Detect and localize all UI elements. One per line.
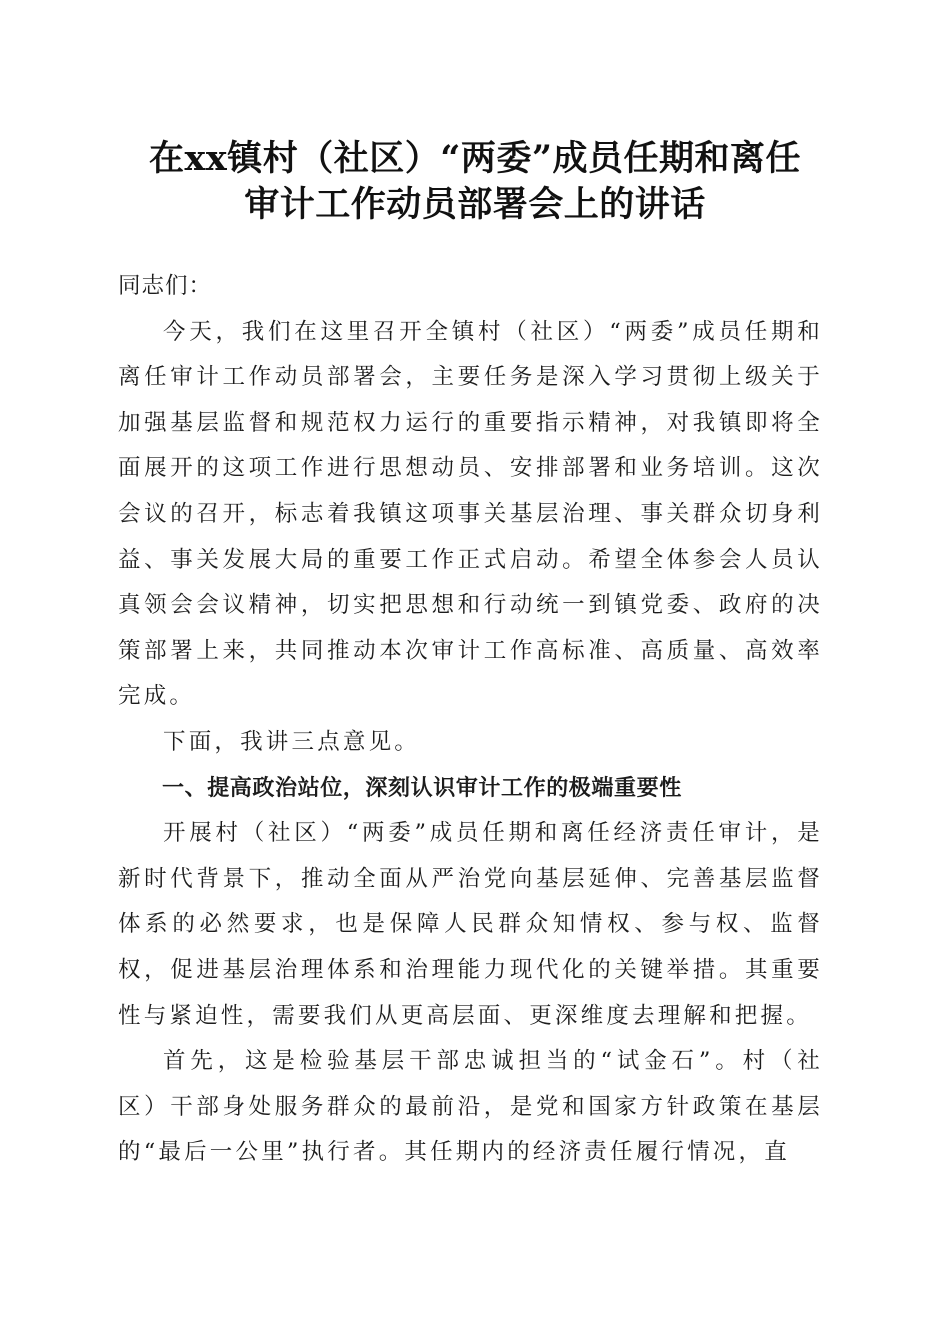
section-1-paragraph-2: 首先，这是检验基层干部忠诚担当的“试金石”。村（社区）干部身处服务群众的最前沿，是党和国家方针政策在基层的“最后一公里”执行者。其任期内的经济责任履行情况，直	[118, 1048, 823, 1166]
paragraph-opening: 今天，我们在这里召开全镇村（社区）“两委”成员任期和离任审计工作动员部署会，主要任务是深入学习贯彻上级关于加强基层监督和规范权力运行的重要指示精神，对我镇即将全面展开的这项工作进行思想动员、安排部署和业务培训。这次会议的召开，标志着我镇这项事关基层治理、事关群众切身利益、事关发展大局的重要工作正式启动。希望全体参会人员认真领会会议精神，切实把思想和行动统一到镇党委、政府的决策部署上来，共同推动本次审计工作高标准、高质量、高效率完成。	[118, 318, 823, 710]
section-1-paragraph-1: 开展村（社区）“两委”成员任期和离任经济责任审计，是新时代背景下，推动全面从严治党向基层延伸、完善基层监督体系的必然要求，也是保障人民群众知情权、参与权、监督权，促进基层治理体系和治理能力现代化的关键举措。其重要性与紧迫性，需要我们从更高层面、更深维度去理解和把握。	[118, 820, 823, 1029]
document-body	[118, 264, 823, 1176]
section-heading-1: 一、提高政治站位，深刻认识审计工作的极端重要性	[162, 775, 682, 801]
salutation: 同志们：	[118, 273, 213, 299]
paragraph-transition: 下面，我讲三点意见。	[163, 728, 421, 755]
title-line-1: 在xx镇村（社区）“两委”成员任期和离任	[149, 138, 801, 179]
title-line-2: 审计工作动员部署会上的讲话	[244, 184, 706, 225]
document-title	[100, 136, 850, 228]
